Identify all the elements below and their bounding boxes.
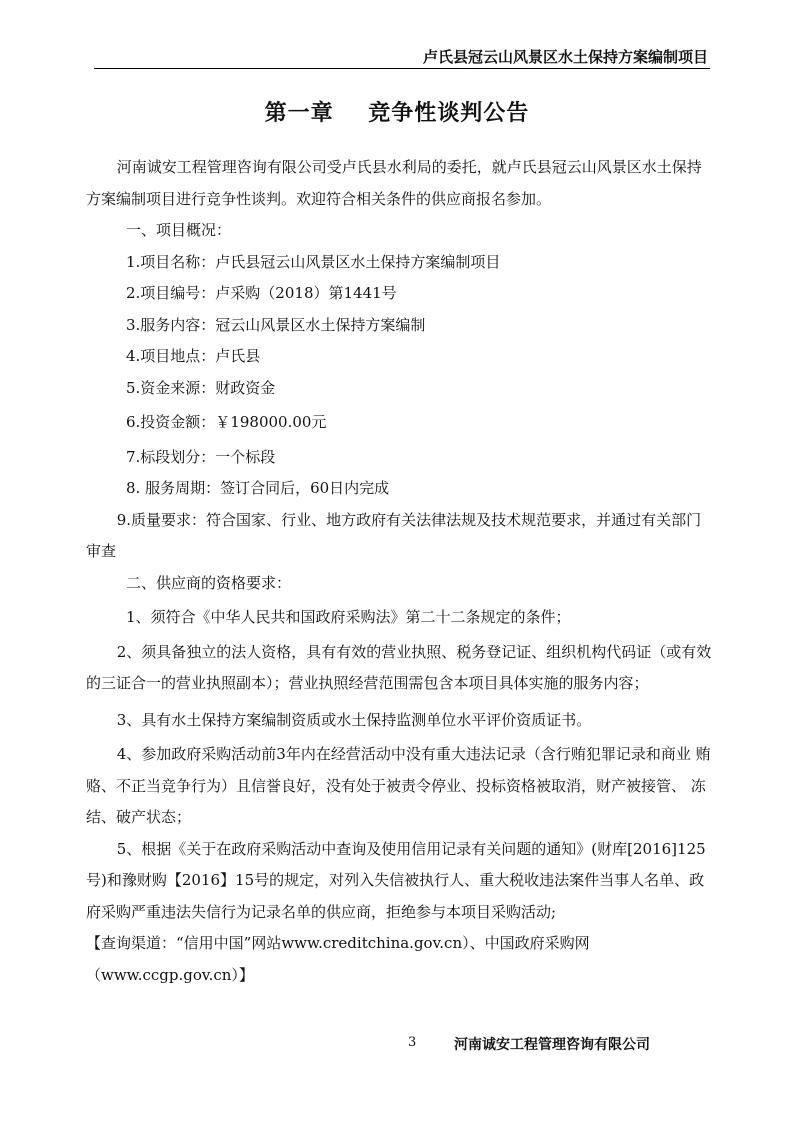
qualification-item-4: 4、参加政府采购活动前3年内在经营活动中没有重大违法记录（含行贿犯罪记录和商业 贿赂、不正当竞争行为）且信誉良好，没有处于被责令停业、投标资格被取消，财产被接管、 冻结、破产状态； xyxy=(86,745,711,826)
fund-source-item: 5.资金来源：财政资金 xyxy=(126,378,276,397)
document-body xyxy=(86,152,712,991)
investment-amount-item: 6.投资金额：￥198000.00元 xyxy=(126,413,327,431)
section2-heading: 二、供应商的资格要求： xyxy=(126,573,292,592)
project-name-item: 1.项目名称：卢氏县冠云山风景区水土保持方案编制项目 xyxy=(126,252,501,271)
page-number: 3 xyxy=(408,1035,417,1050)
quality-requirement-item: 9.质量要求：符合国家、行业、地方政府有关法律法规及技术规范要求，并通过有关部门审查 xyxy=(86,510,702,560)
page-footer xyxy=(94,1032,710,1056)
qualification-item-1: 1、须符合《中华人民共和国政府采购法》第二十二条规定的条件； xyxy=(126,608,571,626)
qualification-item-3: 3、具有水土保持方案编制资质或水土保持监测单位水平评价资质证书。 xyxy=(116,710,592,729)
intro-paragraph: 河南诚安工程管理咨询有限公司受卢氏县水利局的委托，就卢氏县冠云山风景区水土保持方案编制项目进行竞争性谈判。欢迎符合相关条件的供应商报名参加。 xyxy=(86,158,702,208)
qualification-item-2: 2、须具备独立的法人资格，具有有效的营业执照、税务登记证、组织机构代码证（或有效的三证合一的营业执照副本）；营业执照经营范围需包含本项目具体实施的服务内容； xyxy=(86,642,712,692)
page-header xyxy=(94,42,710,69)
service-content-item: 3.服务内容：冠云山风景区水土保持方案编制 xyxy=(126,315,426,334)
footer-company-name: 河南诚安工程管理咨询有限公司 xyxy=(454,1037,650,1053)
lot-division-item: 7.标段划分：一个标段 xyxy=(126,447,276,466)
section1-heading: 一、项目概况： xyxy=(126,221,232,239)
project-number-item: 2.项目编号：卢采购（2018）第1441号 xyxy=(126,284,397,302)
chapter-title: 第一章 竞争性谈判公告 xyxy=(264,100,530,126)
query-channels: 【查询渠道：“信用中国”网站www.creditchina.gov.cn）、中国政府采购网（www.ccgp.gov.cn）】 xyxy=(86,934,590,984)
service-period-item: 8. 服务周期：签订合同后，60日内完成 xyxy=(126,479,390,497)
header-title: 卢氏县冠云山风景区水土保持方案编制项目 xyxy=(422,48,708,66)
qualification-item-5: 5、根据《关于在政府采购活动中查询及使用信用记录有关问题的通知》(财库[2016]125号)和豫财购【2016】15号的规定，对列入失信被执行人、重大税收违法案件当事人名单、政府采购严重违法失信行为记录名单的供应商，拒绝参与本项目采购活动; xyxy=(86,839,706,921)
project-location-item: 4.项目地点：卢氏县 xyxy=(126,347,261,365)
